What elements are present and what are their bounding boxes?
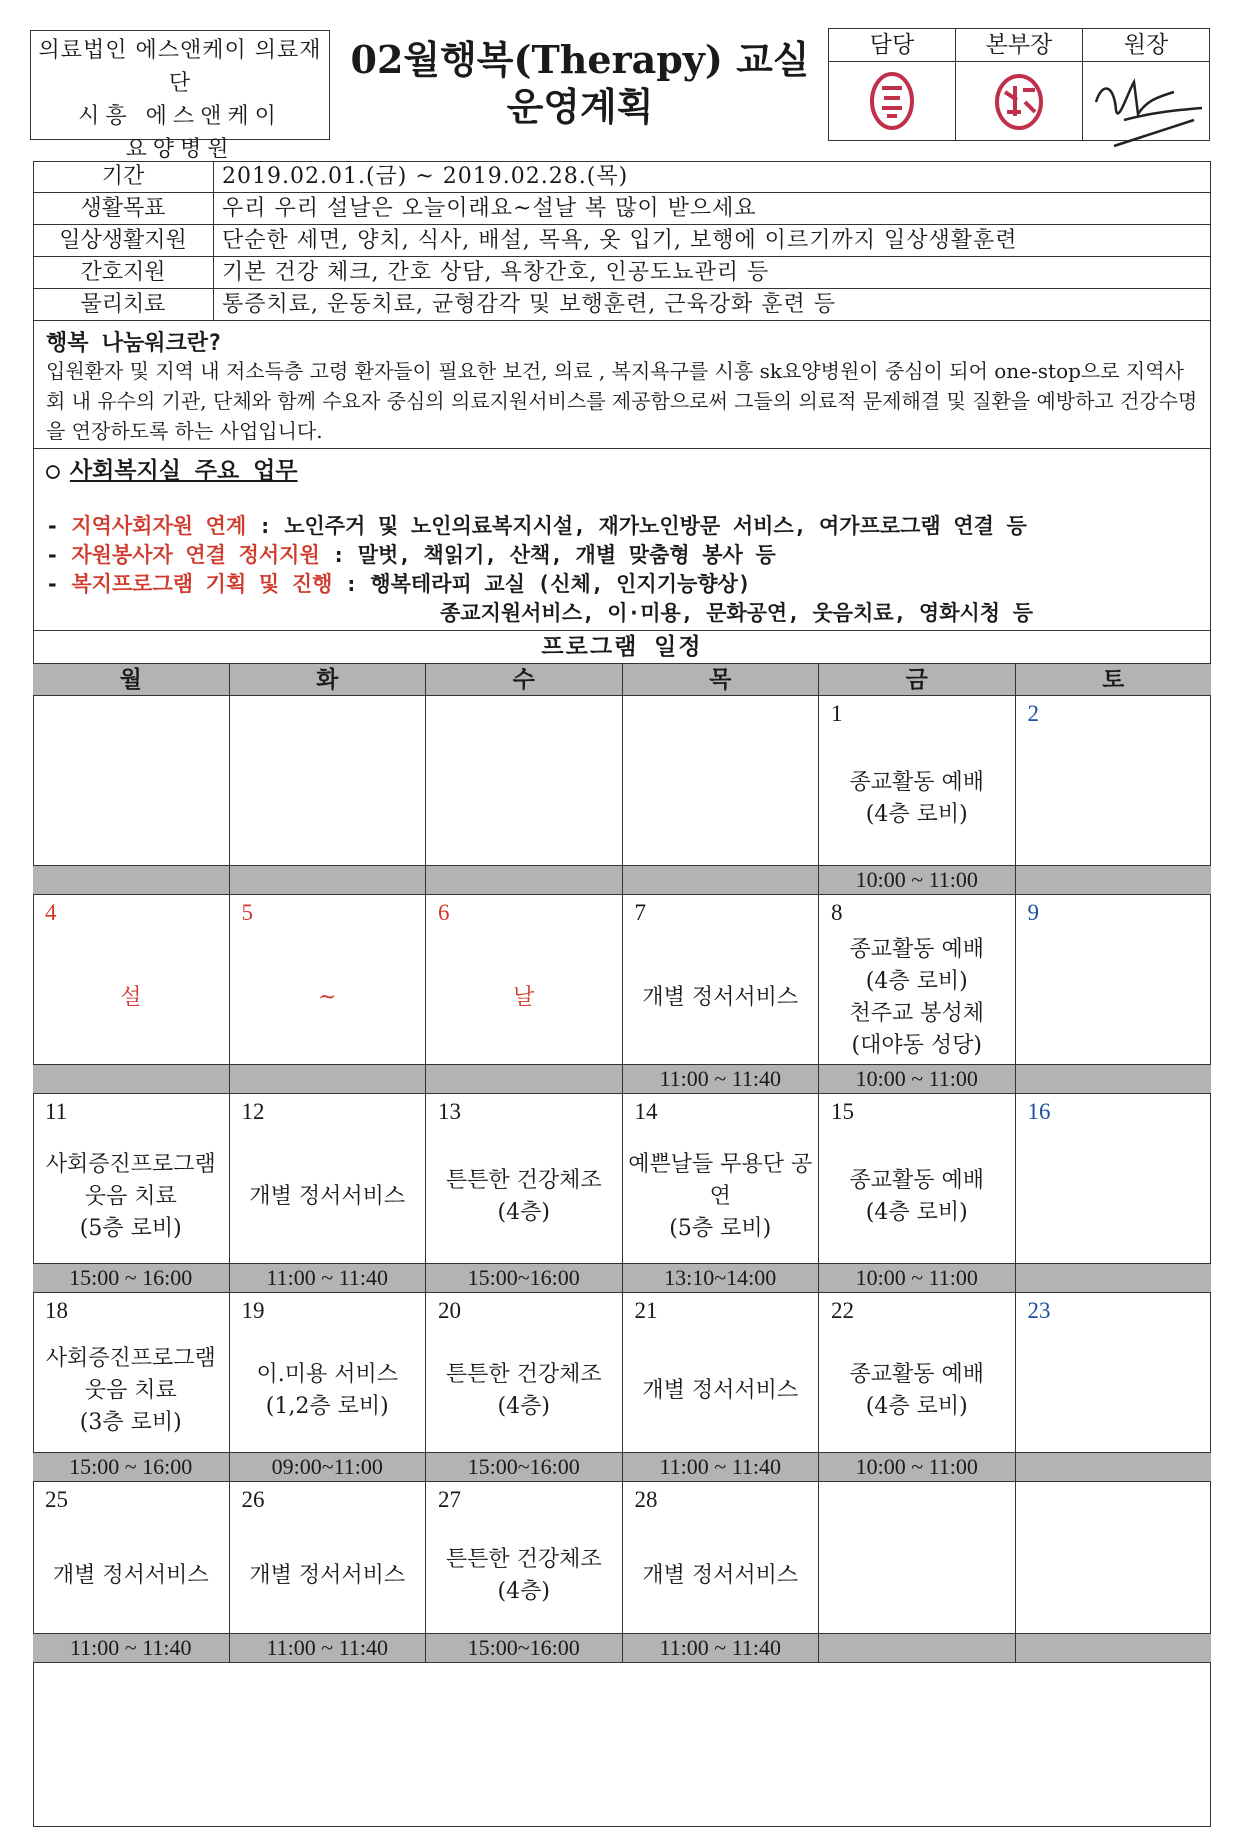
program-time (33, 865, 229, 894)
weekday-thu: 목 (623, 664, 820, 695)
info-row-period (33, 161, 1211, 193)
schedule-title: 프로그램 일정 (33, 630, 1211, 663)
program-description: 개별 정서서비스 (249, 1183, 406, 1209)
calendar-day-cell (819, 696, 1016, 894)
org-name-line1: 의료법인 에스앤케이 의료재단 (38, 38, 322, 96)
program-description (230, 732, 426, 865)
calendar-weeks (33, 696, 1211, 1663)
duties-heading-text: 사회복지실 주요 업무 (69, 458, 298, 484)
program-time (1016, 1633, 1212, 1662)
approval-col-director (956, 29, 1083, 140)
approval-col-head (1083, 29, 1209, 140)
calendar-day-cell (819, 1482, 1016, 1662)
calendar-day-cell (1016, 696, 1212, 894)
day-number: 5 (241, 900, 253, 925)
program-time: 15:00 ~ 16:00 (33, 1452, 229, 1481)
program-description: 사회증진프로그램 웃음 치료 (5층 로비) (45, 1151, 216, 1241)
program-description: 개별 정서서비스 (642, 1377, 799, 1403)
duty-key: 지역사회자원 연계 (71, 514, 247, 538)
program-description: 튼튼한 건강체조 (4층) (445, 1361, 602, 1419)
program-time: 11:00 ~ 11:40 (623, 1452, 819, 1481)
calendar-day-cell (623, 1293, 820, 1481)
day-number: 14 (634, 1099, 658, 1124)
program-description: 설 (120, 984, 142, 1010)
approval-label: 본부장 (956, 29, 1082, 62)
duties-heading (46, 452, 446, 485)
calendar-day-cell (33, 1293, 230, 1481)
info-label: 일상생활지원 (33, 225, 214, 256)
day-number: 11 (45, 1099, 68, 1124)
program-description (33, 732, 229, 865)
calendar-day-cell (819, 895, 1016, 1093)
program-description (623, 732, 819, 865)
day-number: 23 (1027, 1298, 1051, 1323)
day-number: 20 (438, 1298, 461, 1323)
info-label: 기간 (33, 161, 214, 192)
dash: - (46, 572, 59, 596)
calendar-week (33, 895, 1211, 1094)
calendar-day-cell (623, 1482, 820, 1662)
program-description (1016, 1329, 1212, 1452)
day-number: 8 (831, 900, 843, 925)
duty-item (46, 539, 776, 569)
calendar-day-cell (819, 1094, 1016, 1292)
approval-label: 원장 (1083, 29, 1209, 62)
program-description: 종교활동 예배 (4층 로비) (849, 1361, 984, 1419)
program-time (623, 865, 819, 894)
org-name-line3: 요양병원 (125, 137, 235, 162)
day-number: 4 (45, 900, 57, 925)
program-time: 09:00~11:00 (230, 1452, 426, 1481)
approval-col-manager (829, 29, 956, 140)
program-time: 10:00 ~ 11:00 (819, 1263, 1015, 1292)
section-body: 입원환자 및 지역 내 저소득층 고령 환자들이 필요한 보건, 의료 , 복지욕구를 시흥 sk요양병원이 중심이 되어 one-stop으로 지역사회 내 유수의 기관, 단체와 함께 수요자 중심의 의료지원서비스를 제공함으로써 그들의 의료적 문제해결 및 질환을 예방하고 건강수명을 연장하도록 하는 사업입니다. (46, 359, 1198, 443)
weekday-sat: 토 (1102, 666, 1125, 693)
program-description: 튼튼한 건강체조 (4층) (445, 1167, 602, 1225)
program-calendar (33, 663, 1211, 1663)
program-description: 개별 정서서비스 (642, 1562, 799, 1588)
program-time: 15:00 ~ 16:00 (33, 1263, 229, 1292)
calendar-day-cell (1016, 1482, 1212, 1662)
info-label: 생활목표 (33, 193, 214, 224)
org-name-line2: 시흥 에스앤케이 (78, 104, 282, 129)
weekday-mon: 월 (33, 664, 230, 695)
stamp-icon (956, 62, 1082, 140)
day-number (819, 1482, 1015, 1518)
program-time (1016, 1452, 1212, 1481)
signature-icon (1083, 62, 1209, 152)
calendar-day-cell (33, 1482, 230, 1662)
duty-desc: : 노인주거 및 노인의료복지시설, 재가노인방문 서비스, 여가프로그램 연결 등 (258, 514, 1027, 538)
program-description: 개별 정서서비스 (642, 984, 799, 1010)
day-number: 2 (1027, 701, 1039, 726)
day-number: 18 (45, 1298, 68, 1323)
program-description (426, 732, 622, 865)
program-time: 10:00 ~ 11:00 (819, 865, 1015, 894)
calendar-day-cell (623, 895, 820, 1093)
day-number: 16 (1027, 1099, 1051, 1124)
program-description (1016, 931, 1212, 1064)
divider (33, 448, 1211, 449)
calendar-day-cell (230, 1293, 427, 1481)
day-number: 9 (1027, 900, 1039, 925)
day-number: 26 (241, 1487, 265, 1512)
program-description: ~ (318, 984, 337, 1010)
program-description: 종교활동 예배 (4층 로비) (849, 1167, 984, 1225)
calendar-week (33, 1293, 1211, 1482)
info-value: 기본 건강 체크, 간호 상담, 욕창간호, 인공도뇨관리 등 (222, 260, 770, 285)
program-time: 11:00 ~ 11:40 (230, 1633, 426, 1662)
calendar-day-cell (33, 1094, 230, 1292)
day-number (230, 696, 426, 732)
info-value: 우리 우리 설날은 오늘이래요~설날 복 많이 받으세요 (222, 196, 757, 221)
calendar-week (33, 696, 1211, 895)
section-title: 행복 나눔워크란? (46, 331, 222, 356)
day-number: 12 (241, 1099, 265, 1124)
day-number: 1 (831, 701, 843, 726)
info-value: 통증치료, 운동치료, 균형감각 및 보행훈련, 근육강화 훈련 등 (222, 292, 836, 317)
day-number: 7 (634, 900, 646, 925)
day-number (1016, 1482, 1212, 1518)
program-time: 15:00~16:00 (426, 1452, 622, 1481)
day-number: 15 (831, 1099, 854, 1124)
calendar-day-cell (426, 696, 623, 894)
program-description: 종교활동 예배 (4층 로비) (849, 769, 984, 827)
document-title (350, 36, 810, 130)
duty-sub-line: 종교지원서비스, 이·미용, 문화공연, 웃음치료, 영화시청 등 (440, 601, 1034, 625)
dash: - (46, 514, 59, 538)
duty-item (46, 510, 1027, 540)
program-time (33, 1064, 229, 1093)
program-time: 15:00~16:00 (426, 1263, 622, 1292)
info-row-life-goal (33, 193, 1211, 225)
title-line1: 02월행복(Therapy) 교실 (350, 37, 810, 82)
calendar-day-cell (426, 1094, 623, 1292)
day-number: 27 (438, 1487, 461, 1512)
program-time (1016, 1064, 1212, 1093)
program-time: 10:00 ~ 11:00 (819, 1452, 1015, 1481)
calendar-week (33, 1094, 1211, 1293)
program-description: 튼튼한 건강체조 (4층) (445, 1546, 602, 1604)
program-description: 날 (513, 984, 535, 1010)
day-number: 19 (241, 1298, 265, 1323)
calendar-day-cell (623, 696, 820, 894)
info-row-physical-therapy (33, 289, 1211, 321)
program-description: 종교활동 예배 (4층 로비) 천주교 봉성체 (대야동 성당) (849, 936, 984, 1058)
dash: - (46, 543, 59, 567)
program-description (1016, 1518, 1212, 1633)
calendar-day-cell (623, 1094, 820, 1292)
calendar-day-cell (230, 895, 427, 1093)
program-time: 11:00 ~ 11:40 (230, 1263, 426, 1292)
program-description: 이.미용 서비스 (1,2층 로비) (256, 1361, 398, 1419)
duty-item (46, 568, 750, 598)
duty-key: 복지프로그램 기획 및 진행 (71, 572, 333, 596)
program-description (1016, 732, 1212, 865)
weekday-tue: 화 (230, 664, 427, 695)
program-description (1016, 1130, 1212, 1263)
program-time: 11:00 ~ 11:40 (623, 1064, 819, 1093)
calendar-day-cell (1016, 1293, 1212, 1481)
program-time (426, 1064, 622, 1093)
info-label: 물리치료 (33, 289, 214, 320)
program-time (1016, 1263, 1212, 1292)
program-time: 11:00 ~ 11:40 (623, 1633, 819, 1662)
info-row-daily-support (33, 225, 1211, 257)
calendar-day-cell (230, 696, 427, 894)
info-label: 간호지원 (33, 257, 214, 288)
program-time: 10:00 ~ 11:00 (819, 1064, 1015, 1093)
organization-box (30, 30, 330, 162)
day-number (426, 696, 622, 732)
day-number: 25 (45, 1487, 68, 1512)
weekday-header (33, 663, 1211, 696)
program-time (230, 865, 426, 894)
info-row-nursing (33, 257, 1211, 289)
program-description: 사회증진프로그램 웃음 치료 (3층 로비) (45, 1345, 216, 1435)
stamp-icon (829, 62, 955, 140)
calendar-day-cell (230, 1094, 427, 1292)
calendar-day-cell (1016, 895, 1212, 1093)
calendar-day-cell (426, 1293, 623, 1481)
calendar-day-cell (426, 1482, 623, 1662)
day-number: 22 (831, 1298, 854, 1323)
duty-desc: : 행복테라피 교실 (신체, 인지기능향상) (345, 572, 751, 596)
day-number: 13 (438, 1099, 461, 1124)
program-description: 개별 정서서비스 (249, 1562, 406, 1588)
calendar-day-cell (230, 1482, 427, 1662)
program-description (819, 1518, 1015, 1633)
day-number: 21 (634, 1298, 658, 1323)
weekday-fri: 금 (819, 664, 1016, 695)
weekday-wed: 수 (426, 664, 623, 695)
approval-table (828, 28, 1210, 141)
program-time: 15:00~16:00 (426, 1633, 622, 1662)
info-value: 단순한 세면, 양치, 식사, 배설, 목욕, 옷 입기, 보행에 이르기까지 일상생활훈련 (222, 228, 1018, 253)
circle-bullet-icon: ○ (46, 458, 60, 484)
program-time (1016, 865, 1212, 894)
program-description: 개별 정서서비스 (52, 1562, 209, 1588)
day-number: 6 (438, 900, 450, 925)
day-number (623, 696, 819, 732)
program-time (819, 1633, 1015, 1662)
calendar-day-cell (1016, 1094, 1212, 1292)
day-number (33, 696, 229, 732)
title-line2: 운영계획 (506, 84, 654, 129)
calendar-day-cell (33, 895, 230, 1093)
program-description: 예쁜날들 무용단 공연 (5층 로비) (628, 1151, 813, 1241)
duty-desc: : 말벗, 책읽기, 산책, 개별 맞춤형 봉사 등 (332, 543, 776, 567)
approval-label: 담당 (829, 29, 955, 62)
duty-key: 자원봉사자 연결 정서지원 (71, 543, 320, 567)
calendar-week (33, 1482, 1211, 1663)
info-value: 2019.02.01.(금) ~ 2019.02.28.(목) (222, 164, 629, 189)
day-number: 28 (634, 1487, 658, 1512)
program-time (426, 865, 622, 894)
program-time: 11:00 ~ 11:40 (33, 1633, 229, 1662)
calendar-day-cell (426, 895, 623, 1093)
program-time (230, 1064, 426, 1093)
calendar-day-cell (33, 696, 230, 894)
program-time: 13:10~14:00 (623, 1263, 819, 1292)
calendar-day-cell (819, 1293, 1016, 1481)
